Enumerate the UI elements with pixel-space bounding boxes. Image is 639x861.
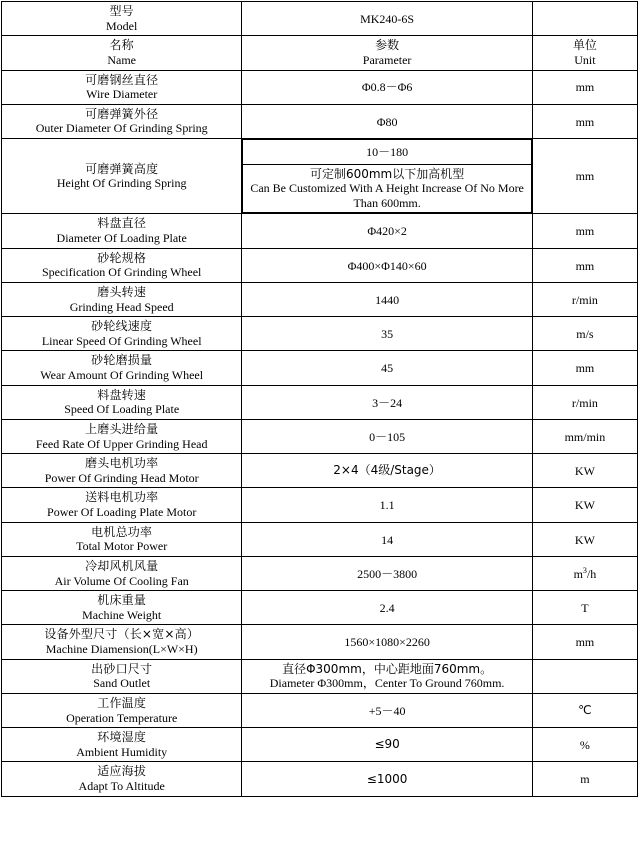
row-label-cn: 设备外型尺寸（长×宽×高） (44, 627, 200, 642)
row-unit: T (581, 601, 589, 615)
table-row (2, 139, 638, 214)
row-value: Φ420×2 (367, 224, 407, 239)
row-unit: ℃ (578, 703, 592, 718)
row-label-cn: 可磨钢丝直径 (85, 72, 159, 87)
row-label-cell (2, 248, 242, 282)
row-label-cell (2, 625, 242, 659)
value-range: 10－180 (243, 140, 531, 165)
row-value-cell (242, 385, 532, 419)
row-label-cell (2, 139, 242, 214)
row-label-en: Machine Diamension(L×W×H) (45, 642, 198, 657)
row-label-cn: 工作温度 (97, 695, 147, 710)
row-value: 2.4 (379, 601, 395, 615)
row-unit: mm/min (564, 429, 606, 444)
row-unit-cell (532, 488, 637, 522)
row-unit-cell (532, 728, 637, 762)
row-unit-cell (532, 351, 637, 385)
row-value-cell (242, 248, 532, 282)
row-value-en: Diameter Φ300mm，Center To Ground 760mm. (269, 676, 505, 691)
row-label-cn: 送料电机功率 (85, 490, 159, 505)
row-label-en: Grinding Head Speed (69, 299, 174, 314)
row-label-cn: 砂轮磨损量 (91, 353, 153, 368)
row-value: ≤1000 (366, 771, 408, 786)
row-label-en: Machine Weight (82, 607, 162, 622)
row-label-en: Total Motor Power (76, 539, 168, 554)
row-label-en: Air Volume Of Cooling Fan (54, 573, 189, 588)
row-unit-cell (532, 104, 637, 138)
row-unit-cell (532, 693, 637, 727)
table-row (2, 522, 638, 556)
row-value-cn: 参数 (375, 38, 400, 53)
row-value-cell (242, 419, 532, 453)
row-unit-cell (532, 317, 637, 351)
row-label-en: Adapt To Altitude (78, 779, 165, 794)
row-unit: m (580, 772, 590, 787)
row-value-cell (242, 70, 532, 104)
row-value: ≤90 (374, 737, 400, 752)
table-row (2, 454, 638, 488)
row-label-cell (2, 214, 242, 248)
row-value-cell (242, 139, 532, 214)
row-unit-cell (532, 2, 637, 36)
table-row (2, 317, 638, 351)
table-row (2, 556, 638, 590)
row-unit: mm (575, 114, 595, 129)
row-label-cell (2, 70, 242, 104)
row-label-en: Name (107, 52, 137, 67)
row-label-cell (2, 762, 242, 796)
table-row (2, 419, 638, 453)
row-unit-en: Unit (574, 52, 596, 67)
row-label-cn: 磨头转速 (97, 284, 147, 299)
row-unit: r/min (571, 292, 598, 307)
row-value-cell (242, 282, 532, 316)
row-label-cell (2, 522, 242, 556)
row-value-cell (242, 2, 532, 36)
table-row (2, 762, 638, 796)
row-value: Φ0.8－Φ6 (361, 80, 413, 95)
row-value: 14 (381, 532, 394, 547)
row-label-cn: 料盘转速 (97, 387, 147, 402)
row-label-cn: 料盘直径 (97, 216, 147, 231)
row-label-cn: 可磨弹簧外径 (85, 106, 159, 121)
row-label-cn: 冷却风机风量 (85, 558, 159, 573)
table-row (2, 693, 638, 727)
table-row (2, 591, 638, 625)
row-label-en: Model (106, 18, 138, 33)
row-unit-cell (532, 419, 637, 453)
row-value-cell (242, 214, 532, 248)
table-row (2, 70, 638, 104)
row-label-cell (2, 591, 242, 625)
row-value-cell (242, 488, 532, 522)
specification-table (1, 1, 638, 797)
row-value: 2×4（4级/Stage） (333, 463, 441, 478)
row-value: +5－40 (368, 703, 406, 718)
row-unit-cell (532, 522, 637, 556)
row-label-cell (2, 488, 242, 522)
row-unit: mm (575, 224, 595, 239)
row-value: 45 (381, 361, 394, 376)
row-unit-cell (532, 36, 637, 70)
row-value: 0－105 (369, 429, 406, 444)
row-label-en: Outer Diameter Of Grinding Spring (35, 121, 208, 136)
row-value-cell (242, 351, 532, 385)
table-row (2, 351, 638, 385)
row-unit-cooling-fan: $m^3/h$ (573, 565, 597, 581)
row-label-cell (2, 454, 242, 488)
row-label-en: Power Of Loading Plate Motor (47, 505, 197, 520)
row-value: MK240-6S (360, 11, 415, 26)
row-label-en: Speed Of Loading Plate (64, 402, 180, 417)
table-row (2, 488, 638, 522)
row-label-en: Height Of Grinding Spring (56, 176, 187, 191)
table-row (2, 385, 638, 419)
row-unit: % (579, 738, 590, 752)
row-label-en: Feed Rate Of Upper Grinding Head (35, 436, 208, 451)
value-note: 可定制600mm以下加高机型 Can Be Customized With A Height Increase Of No More Than 600mm. (243, 164, 531, 213)
row-label-en: Linear Speed Of Grinding Wheel (41, 333, 202, 348)
row-unit: KW (574, 498, 595, 513)
row-unit-cell (532, 214, 637, 248)
row-value: 1560×1080×2260 (344, 635, 430, 650)
row-label-en: Wear Amount Of Grinding Wheel (40, 368, 204, 383)
row-label-en: Diameter Of Loading Plate (56, 231, 187, 246)
row-value-en: Parameter (362, 52, 412, 67)
row-label-cell (2, 385, 242, 419)
row-unit-cell (532, 385, 637, 419)
row-value-cell (242, 625, 532, 659)
table-row (2, 104, 638, 138)
row-unit: mm (575, 361, 595, 376)
row-label-en: Sand Outlet (93, 676, 151, 691)
table-row (2, 36, 638, 70)
row-unit: KW (574, 532, 595, 547)
row-label-cn: 出砂口尺寸 (91, 661, 153, 676)
row-unit-cell (532, 762, 637, 796)
row-value-cell (242, 36, 532, 70)
row-unit: r/min (571, 395, 598, 410)
row-label-cn: 上磨头进给量 (85, 421, 159, 436)
row-label-en: Operation Temperature (66, 710, 178, 725)
row-value-cell (242, 104, 532, 138)
row-value-cell (242, 693, 532, 727)
row-value-cn: 直径Φ300mm，中心距地面760mm。 (282, 661, 493, 676)
row-value: Φ80 (376, 114, 398, 129)
row-value: 2500－3800 (357, 566, 418, 581)
row-label-cn: 名称 (109, 38, 134, 53)
table-row (2, 282, 638, 316)
table-row (2, 214, 638, 248)
row-label-cell (2, 104, 242, 138)
row-label-cn: 砂轮线速度 (91, 319, 153, 334)
row-label-cell (2, 659, 242, 693)
row-label-cn: 磨头电机功率 (85, 456, 159, 471)
row-unit: m/s (576, 327, 594, 341)
row-value-cell (242, 556, 532, 590)
row-label-en: Specification Of Grinding Wheel (41, 265, 202, 280)
row-unit: mm (575, 258, 595, 273)
row-label-cell (2, 282, 242, 316)
row-label-cn: 机床重量 (97, 593, 147, 608)
row-label-cell (2, 351, 242, 385)
row-label-cn: 砂轮规格 (97, 250, 147, 265)
row-unit-cell (532, 454, 637, 488)
row-unit: mm (575, 80, 595, 95)
row-value-cell (242, 659, 532, 693)
unit-exponent: 3 (582, 565, 587, 575)
row-unit: KW (574, 464, 595, 478)
row-value: 1.1 (379, 498, 395, 513)
row-label-en: Ambient Humidity (76, 744, 168, 759)
row-unit-cell (532, 556, 637, 590)
table-row (2, 625, 638, 659)
row-unit-cell (532, 659, 637, 693)
row-label-cn: 可磨弹簧高度 (85, 161, 159, 176)
row-label-cn: 电机总功率 (91, 524, 153, 539)
row-value-cell (242, 762, 532, 796)
row-value-cell (242, 317, 532, 351)
row-value: 35 (381, 327, 394, 341)
row-label-cn: 环境湿度 (97, 730, 147, 745)
row-label-cell (2, 317, 242, 351)
row-value: Φ400×Φ140×60 (347, 258, 427, 273)
row-label-en: Power Of Grinding Head Motor (44, 470, 199, 485)
row-unit-cell (532, 139, 637, 214)
table-row (2, 728, 638, 762)
row-label-cn: 适应海拔 (97, 764, 147, 779)
row-unit-cell (532, 591, 637, 625)
row-unit: mm (575, 635, 595, 650)
row-value-cell (242, 728, 532, 762)
row-value-cell (242, 522, 532, 556)
row-unit-cell (532, 282, 637, 316)
table-row (2, 659, 638, 693)
row-value: 3－24 (372, 395, 403, 410)
row-label-cell (2, 728, 242, 762)
row-value: 1440 (375, 292, 400, 307)
row-label-cn: 型号 (109, 4, 134, 18)
row-label-cell (2, 2, 242, 36)
row-unit-cn: 单位 (572, 38, 597, 53)
row-label-cell (2, 36, 242, 70)
table-row (2, 248, 638, 282)
row-label-cell (2, 556, 242, 590)
row-label-cell (2, 419, 242, 453)
row-label-cell (2, 693, 242, 727)
row-value-cell (242, 454, 532, 488)
table-row (2, 2, 638, 36)
row-unit-cell (532, 70, 637, 104)
row-unit-cell (532, 625, 637, 659)
row-unit-cell (532, 248, 637, 282)
row-label-en: Wire Diameter (86, 87, 158, 102)
row-value-cell (242, 591, 532, 625)
row-unit: mm (575, 169, 595, 184)
